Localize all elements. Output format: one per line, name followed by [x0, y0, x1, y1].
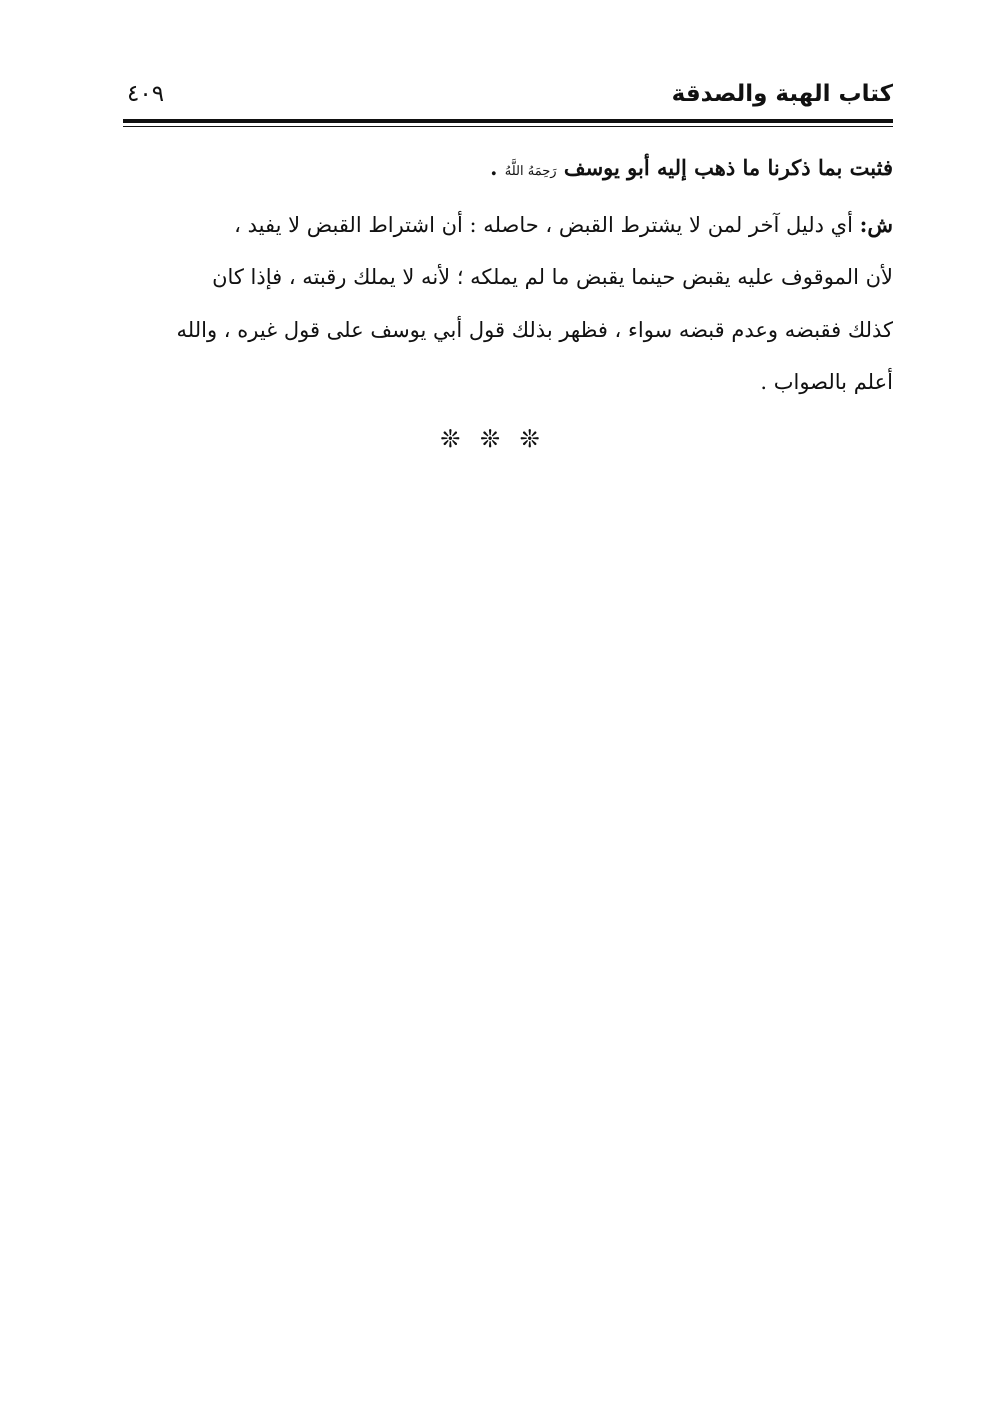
text-line-5: أعلم بالصواب . [760, 370, 893, 394]
page-header [123, 78, 893, 120]
text-line-2 [123, 199, 893, 252]
conclusion-end: . [490, 155, 505, 180]
header-rule-thick [123, 119, 893, 123]
text-line-1 [123, 142, 893, 199]
honorific-phrase: رَحِمَهُ اللَّهُ [504, 164, 557, 179]
text-line-3: لأن الموقوف عليه يقبض حينما يقبض ما لم يملكه ؛ لأنه لا يملك رقبته ، فإذا كان [212, 265, 893, 289]
section-separator: ❊ ❊ ❊ [440, 425, 546, 453]
text-line-4: كذلك فقبضه وعدم قبضه سواء ، فظهر بذلك قول أبي يوسف على قول غيره ، والله [176, 317, 893, 342]
header-rule-thin [123, 126, 893, 127]
body-text [123, 142, 893, 409]
running-title: كتاب الهبة والصدقة [671, 81, 893, 107]
commentary-label: ش: [859, 211, 893, 237]
commentary-line-1: أي دليل آخر لمن لا يشترط القبض ، حاصله : أن اشتراط القبض لا يفيد ، [234, 212, 860, 237]
page-number: ٤٠٩ [127, 81, 165, 107]
conclusion-text: فثبت بما ذكرنا ما ذهب إليه أبو يوسف [563, 155, 893, 180]
